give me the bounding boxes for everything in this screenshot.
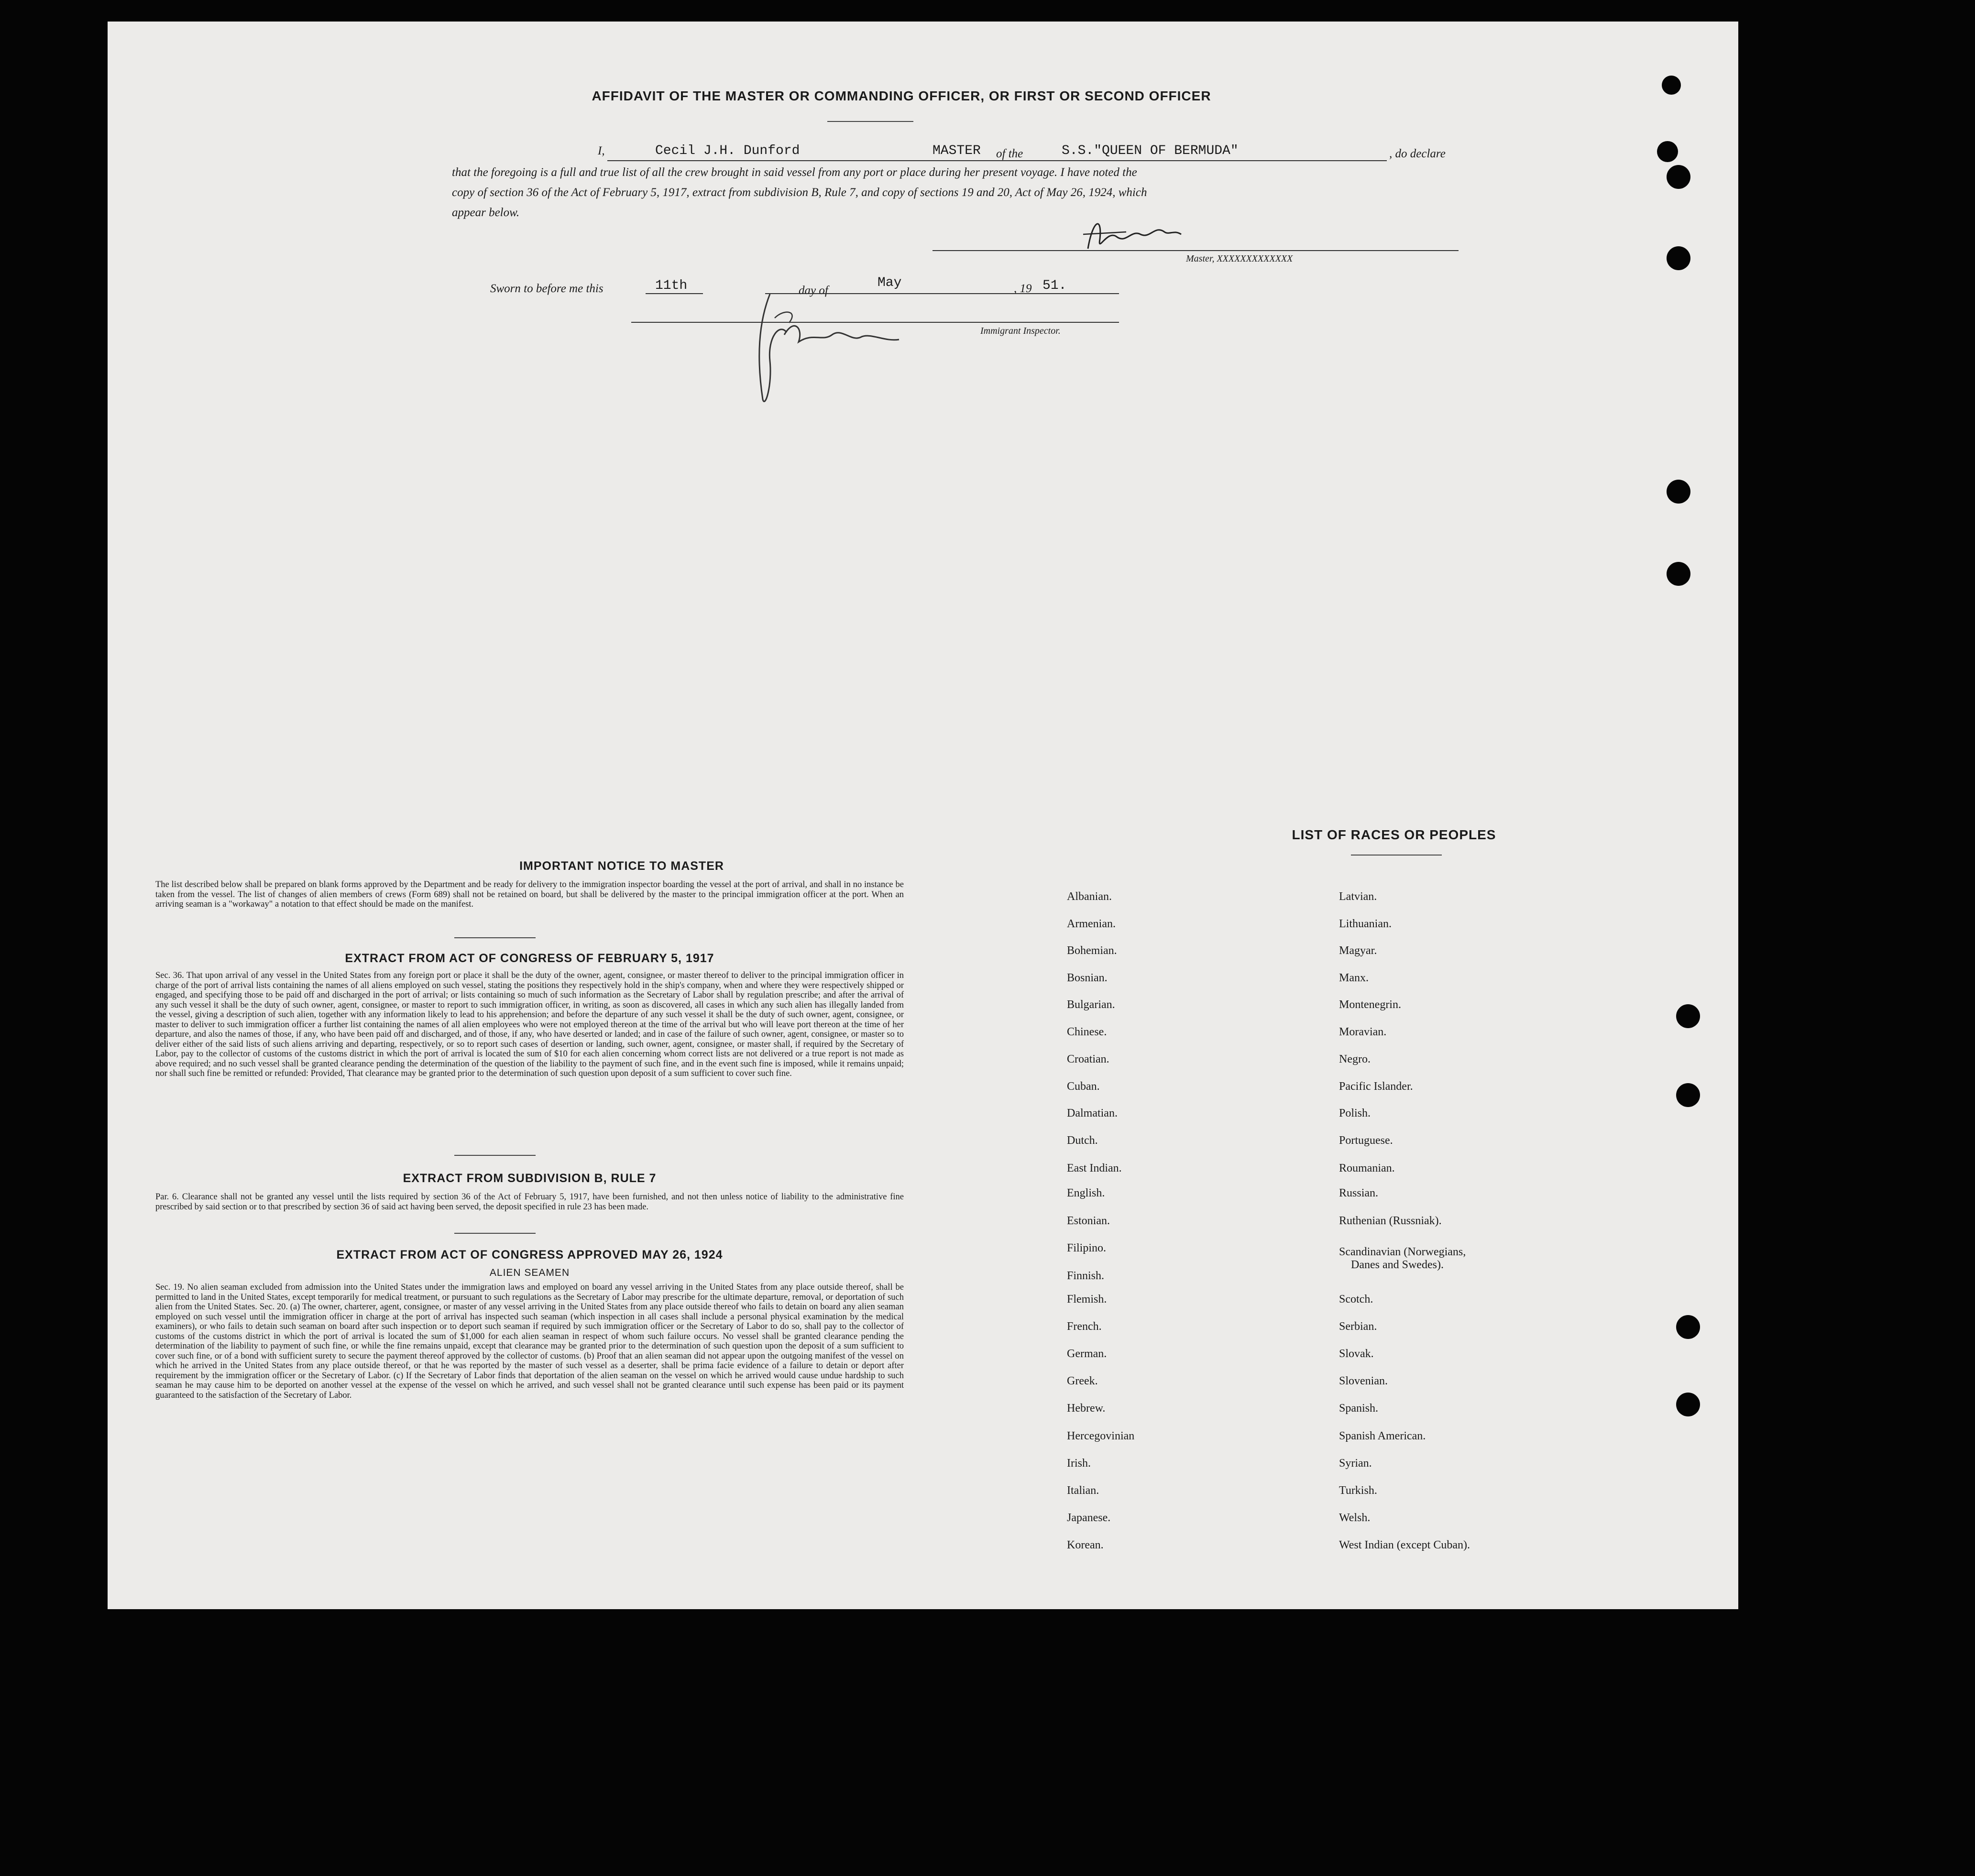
divider (1351, 855, 1442, 856)
vessel-name: S.S."QUEEN OF BERMUDA" (1062, 143, 1239, 158)
race-item: Japanese. (1067, 1512, 1111, 1524)
rule7-text: Par. 6. Clearance shall not be granted any vessel until the lists required by section 36 of the Act of February 5, 1917, have been furnished, and not then unless notice of liability to the administrative fine prescribed by said section or to that prescribed by section 36 of said act having been served, the deposit specified in rule 23 has been made. (155, 1192, 904, 1212)
race-item: French. (1067, 1320, 1102, 1333)
affidavit-body-line: appear below. (452, 206, 520, 219)
binder-hole (1667, 480, 1690, 504)
race-item: East Indian. (1067, 1162, 1122, 1174)
notice-text: The list described below shall be prepared on blank forms approved by the Department and be ready for delivery to the immigration inspector boarding the vessel at the port of arrival, and shall in no instance be taken from the vessel. The list of changes of alien members of crews (Form 689) shall not be retained on board, but shall be delivered by the master to the principal immigration officer at the port. When an arriving seaman is a "workaway" a notation to that effect should be made on the manifest. (155, 880, 904, 909)
race-item: Magyar. (1339, 944, 1377, 957)
race-item: Roumanian. (1339, 1162, 1395, 1174)
binder-hole (1676, 1315, 1700, 1339)
extract-1924-title: EXTRACT FROM ACT OF CONGRESS APPROVED MAY 26, 1924 (336, 1248, 723, 1262)
affidavit-body-line: that the foregoing is a full and true list of all the crew brought in said vessel from any port or place during her present voyage. I have noted the (452, 166, 1137, 179)
race-item: Finnish. (1067, 1270, 1105, 1282)
binder-hole (1667, 246, 1690, 270)
race-item: Filipino. (1067, 1242, 1107, 1254)
binder-hole (1657, 141, 1678, 162)
race-item: Greek. (1067, 1375, 1098, 1387)
notice-title: IMPORTANT NOTICE TO MASTER (519, 859, 724, 873)
race-item: Latvian. (1339, 890, 1377, 903)
race-item: West Indian (except Cuban). (1339, 1539, 1470, 1551)
race-item: Hercegovinian (1067, 1430, 1135, 1442)
race-item: Scotch. (1339, 1293, 1373, 1306)
race-item: Welsh. (1339, 1512, 1371, 1524)
binder-hole (1667, 562, 1690, 586)
year-prefix: , 19 (1014, 282, 1032, 295)
binder-hole (1662, 76, 1681, 95)
master-name: Cecil J.H. Dunford (655, 143, 800, 158)
race-item: Dutch. (1067, 1134, 1098, 1147)
race-item: Hebrew. (1067, 1402, 1106, 1415)
race-item: Korean. (1067, 1539, 1104, 1551)
race-item: Spanish. (1339, 1402, 1379, 1415)
race-item: Bosnian. (1067, 972, 1108, 984)
race-item: German. (1067, 1348, 1107, 1360)
document-page (108, 22, 1738, 1609)
master-rank: MASTER (933, 143, 981, 158)
sworn-year: 51. (1042, 278, 1067, 293)
race-item: Scandinavian (Norwegians, (1339, 1246, 1466, 1258)
binder-hole (1667, 165, 1690, 189)
race-item: Flemish. (1067, 1293, 1107, 1306)
race-item: Bohemian. (1067, 944, 1117, 957)
binder-hole (1676, 1393, 1700, 1416)
affidavit-body (452, 163, 1557, 223)
master-label: Master, XXXXXXXXXXXXX (1186, 253, 1293, 264)
race-item: Irish. (1067, 1457, 1091, 1470)
race-item: Chinese. (1067, 1026, 1107, 1038)
sworn-label: Sworn to before me this (490, 282, 603, 295)
race-item: Croatian. (1067, 1053, 1109, 1065)
race-item: Lithuanian. (1339, 918, 1392, 930)
rule7-title: EXTRACT FROM SUBDIVISION B, RULE 7 (403, 1172, 657, 1185)
race-item: Polish. (1339, 1107, 1371, 1119)
race-item: Danes and Swedes). (1351, 1259, 1444, 1271)
divider (454, 1155, 536, 1156)
extract-1917-title: EXTRACT FROM ACT OF CONGRESS OF FEBRUARY 5, 1917 (345, 952, 714, 965)
race-item: Slovak. (1339, 1348, 1374, 1360)
divider (454, 937, 536, 938)
race-item: Russian. (1339, 1187, 1379, 1199)
of-the-label: of the (996, 147, 1023, 160)
inspector-label: Immigrant Inspector. (980, 326, 1061, 336)
race-item: Albanian. (1067, 890, 1112, 903)
extract-1924-subtitle: ALIEN SEAMEN (489, 1267, 570, 1278)
affidavit-body-line: copy of section 36 of the Act of February 5, 1917, extract from subdivision B, Rule 7, and copy of sections 19 and 20, Act of May 26, 1924, which (452, 186, 1147, 199)
race-item: Dalmatian. (1067, 1107, 1118, 1119)
affidavit-title: AFFIDAVIT OF THE MASTER OR COMMANDING OFFICER, OR FIRST OR SECOND OFFICER (592, 88, 1211, 103)
race-item: Moravian. (1339, 1026, 1387, 1038)
binder-hole (1676, 1083, 1700, 1107)
do-declare-label: , do declare (1389, 147, 1446, 160)
sworn-day: 11th (655, 278, 688, 293)
race-item: Italian. (1067, 1484, 1099, 1497)
divider (454, 1233, 536, 1234)
race-item: Armenian. (1067, 918, 1116, 930)
race-item: Estonian. (1067, 1215, 1110, 1227)
race-item: English. (1067, 1187, 1105, 1199)
race-item: Spanish American. (1339, 1430, 1426, 1442)
races-title: LIST OF RACES OR PEOPLES (1292, 827, 1496, 842)
divider (827, 121, 913, 122)
sworn-month: May (878, 275, 902, 290)
inspector-signature (741, 289, 923, 418)
race-item: Manx. (1339, 972, 1369, 984)
i-label: I, (598, 144, 605, 157)
affidavit-declaration-line (598, 141, 1554, 162)
binder-hole (1676, 1004, 1700, 1028)
race-item: Montenegrin. (1339, 998, 1401, 1011)
race-item: Serbian. (1339, 1320, 1377, 1333)
race-item: Syrian. (1339, 1457, 1372, 1470)
race-item: Slovenian. (1339, 1375, 1388, 1387)
race-item: Portuguese. (1339, 1134, 1393, 1147)
race-item: Negro. (1339, 1053, 1371, 1065)
race-item: Turkish. (1339, 1484, 1377, 1497)
race-item: Ruthenian (Russniak). (1339, 1215, 1442, 1227)
race-item: Bulgarian. (1067, 998, 1115, 1011)
race-item: Cuban. (1067, 1080, 1100, 1093)
day-of-label: day of (799, 284, 828, 297)
extract-1924-text: Sec. 19. No alien seaman excluded from admission into the United States under the immigration laws and employed on board any vessel arriving in the United States from any place outside thereof, shall be permitted to land in the United States, except temporarily for medical treatment, or pursuant to such regulations as the Secretary of Labor may prescribe for the ultimate departure, removal, or deportation of such alien from the United States. Sec. 20. (a) The owner, charterer, agent, consignee, or master of any vessel arriving in the United States from any place outside thereof who fails to detain on board any alien seaman employed on such vessel until the immigration officer in charge at the port of arrival has inspected such seaman (which inspection in all cases shall include a personal physical examination by the medical examiners), or who fails to detain such seaman on board after such inspection or to deport such seaman if required by such immigration officer or the Secretary of Labor to do so, shall pay to the collector of customs of the customs district in which the port of arrival is located the sum of $1,000 for each alien seaman in respect of whom such failure occurs. No vessel shall be granted clearance pending the determination of the liability to payment of such fine, or while the fine remains unpaid, except that clearance may be granted prior to the determination of such question upon the deposit of a sum sufficient to cover such fine, or of a bond with sufficient surety to secure the payment thereof approved by the collector of customs. (b) Proof that an alien seaman did not appear upon the outgoing manifest of the vessel on which he arrived in the United States from any place outside thereof, or that he was reported by the master of such vessel as a deserter, shall be prima facie evidence of a failure to detain or deport after requirement by the immigration officer or the Secretary of Labor. (c) If the Secretary of Labor finds that deportation of the alien seaman on the vessel on which he arrived would cause undue hardship to such seaman he may cause him to be deported on another vessel at the expense of the vessel on which he arrived, and such vessel shall not be granted clearance until such expense has been paid or its payment guaranteed to the satisfaction of the Secretary of Labor. (155, 1283, 904, 1400)
race-item: Pacific Islander. (1339, 1080, 1413, 1093)
master-signature (1074, 210, 1188, 263)
extract-1917-text: Sec. 36. That upon arrival of any vessel in the United States from any foreign port or place it shall be the duty of the owner, agent, consignee, or master thereof to deliver to the principal immigration officer in charge of the port of arrival lists containing the names of all aliens employed on such vessel, stating the positions they respectively hold in the ship's company, when and where they were respectively shipped or engaged, and specifying those to be paid off and discharged in the port of arrival; or lists containing so much of such information as the Secretary of Labor shall by regulation prescribe; and after the arrival of any such vessel it shall be the duty of such owner, agent, consignee, or master to report to such immigration officer, in writing, as soon as discovered, all cases in which any such alien has illegally landed from the vessel, giving a description of such alien, together with any information likely to lead to his apprehension; and before the departure of any such vessel it shall be the duty of such owner, agent, consignee, or master to deliver to such immigration officer a further list containing the names of all alien employees who were not employed thereon at the time of the arrival but who will leave port thereon at the time of her departure, and also the names of those, if any, who have been paid off and discharged, and of those, if any, who have deserted or landed; and in case of the failure of such owner, agent, consignee, or master so to deliver either of the said lists of such aliens arriving and departing, respectively, or so to report such cases of desertion or landing, such owner, agent, consignee, or master shall, if required by the Secretary of Labor, pay to the collector of customs of the customs district in which the port of arrival is located the sum of $10 for each alien concerning whom correct lists are not delivered or a true report is not made as above required; and no such vessel shall be granted clearance pending the determination of the question of the liability to the payment of such fine, and in the event such fine is imposed, while it remains unpaid; nor shall such fine be remitted or refunded: Provided, That clearance may be granted prior to the determination of such question upon deposit of a sum sufficient to cover such fine. (155, 971, 904, 1078)
